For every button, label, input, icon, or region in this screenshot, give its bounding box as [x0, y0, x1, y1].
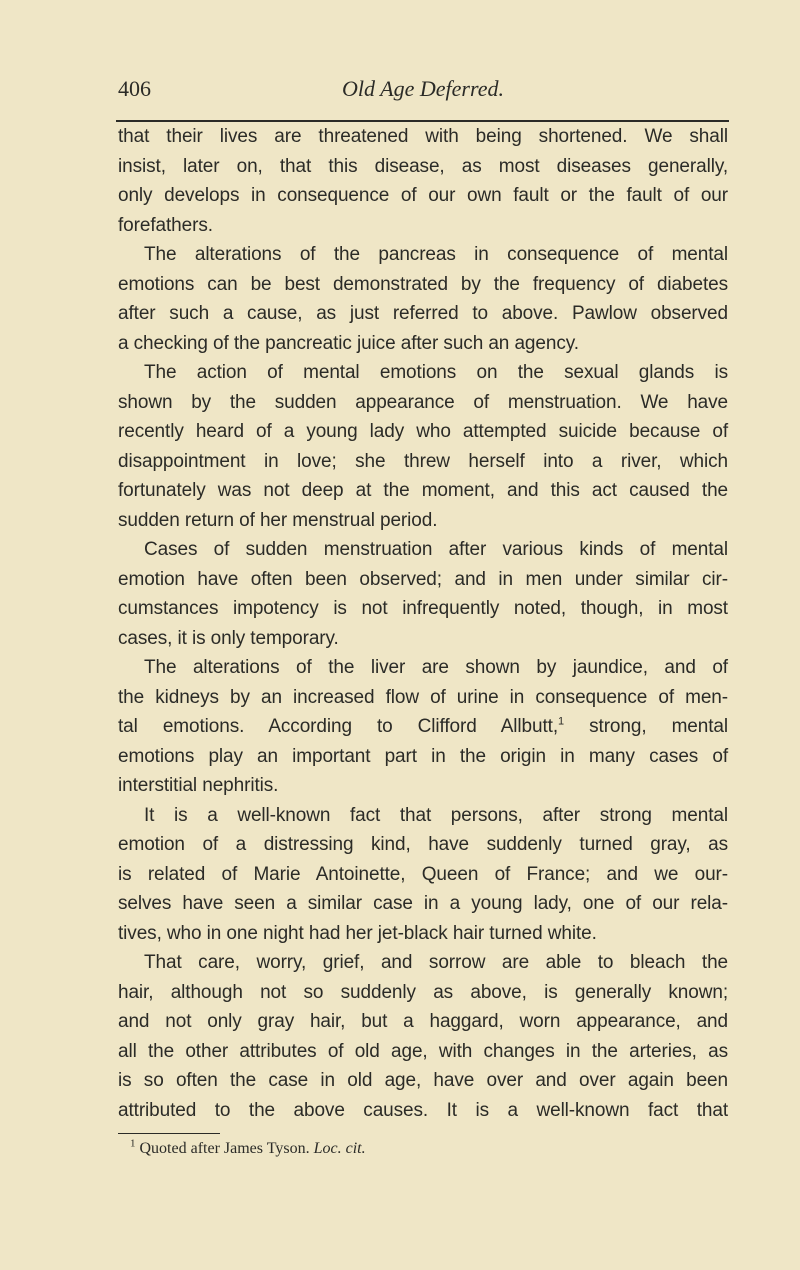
line-text: disappointment in love; she threw herself into a river, which: [118, 450, 728, 472]
line-text: The alterations of the pancreas in consequence of mental: [144, 244, 728, 265]
line-text: It is a well-known fact that persons, after strong mental: [144, 804, 728, 826]
line-text: interstitial nephritis.: [118, 775, 279, 796]
text-line: [118, 417, 728, 447]
line-text: is so often the case in old age, have over and over again been: [118, 1070, 728, 1091]
line-text: forefathers.: [118, 214, 213, 236]
text-line: [118, 211, 728, 241]
line-text: attributed to the above causes. It is a well-known fact that: [118, 1099, 728, 1121]
line-text: sudden return of her menstrual period.: [118, 509, 438, 531]
text-line: [118, 447, 728, 477]
text-line: [118, 299, 728, 329]
text-line: [118, 860, 728, 890]
text-line: [118, 830, 728, 860]
text-line: [118, 506, 728, 536]
text-line: [118, 978, 728, 1008]
text-line: [118, 565, 728, 595]
text-line: [118, 742, 728, 772]
line-text: hair, although not so suddenly as above, is generally known;: [118, 981, 728, 1003]
line-text: all the other attributes of old age, with changes in the arteries, as: [118, 1040, 728, 1062]
text-line: [118, 624, 728, 654]
text-line: [118, 889, 728, 919]
footnote-rule: [118, 1133, 220, 1134]
line-text: cases, it is only temporary.: [118, 627, 339, 649]
text-line: [118, 948, 728, 978]
line-text: The action of mental emotions on the sexual glands is: [144, 362, 728, 383]
footnote-ref: 1: [558, 715, 565, 728]
body-text: [118, 122, 728, 1125]
line-text: the kidneys by an increased flow of urine in consequence of men-: [118, 686, 728, 708]
line-text: and not only gray hair, but a haggard, worn appearance, and: [118, 1011, 728, 1032]
line-text: tal emotions. According to Clifford Allbutt,: [118, 716, 559, 737]
line-text: Cases of sudden menstruation after various kinds of mental: [144, 539, 728, 560]
text-line: [118, 329, 728, 359]
footnote-citation: Loc. cit.: [313, 1140, 366, 1157]
line-text: insist, later on, that this disease, as most diseases generally,: [118, 155, 728, 177]
line-text: emotion of a distressing kind, have suddenly turned gray, as: [118, 834, 728, 855]
line-text: shown by the sudden appearance of menstruation. We have: [118, 391, 728, 413]
text-line: [118, 771, 728, 801]
text-line: [118, 181, 728, 211]
text-line: [118, 1037, 728, 1067]
text-line: [118, 1096, 728, 1126]
text-line: [118, 712, 728, 742]
text-line: [118, 388, 728, 418]
line-text: cumstances impotency is not infrequently noted, though, in most: [118, 598, 728, 619]
text-line: [118, 594, 728, 624]
text-line: [118, 919, 728, 949]
footnote: [130, 1139, 366, 1159]
line-text: That care, worry, grief, and sorrow are able to bleach the: [144, 952, 728, 973]
text-line: [118, 358, 728, 388]
line-text: selves have seen a similar case in a young lady, one of our rela-: [118, 893, 728, 914]
text-line: [118, 270, 728, 300]
line-text: fortunately was not deep at the moment, and this act caused the: [118, 480, 728, 501]
line-text: is related of Marie Antoinette, Queen of France; and we our-: [118, 863, 728, 885]
text-line: [118, 240, 728, 270]
line-text: tives, who in one night had her jet-black hair turned white.: [118, 922, 597, 944]
line-text: that their lives are threatened with being shortened. We shall: [118, 126, 728, 147]
text-line: [118, 152, 728, 182]
text-line: [118, 1066, 728, 1096]
line-text: after such a cause, as just referred to above. Pawlow observed: [118, 303, 728, 324]
text-line: [118, 801, 728, 831]
text-line: [118, 683, 728, 713]
running-header: [118, 76, 728, 106]
line-text: emotions play an important part in the origin in many cases of: [118, 745, 728, 767]
footnote-marker: 1: [130, 1137, 136, 1150]
line-text: emotions can be best demonstrated by the frequency of diabetes: [118, 273, 728, 295]
line-text: recently heard of a young lady who attempted suicide because of: [118, 421, 728, 442]
line-text: strong, mental: [564, 716, 729, 737]
text-line: [118, 476, 728, 506]
line-text: only develops in consequence of our own fault or the fault of our: [118, 185, 728, 206]
text-line: [118, 122, 728, 152]
footnote-text: Quoted after James Tyson.: [139, 1140, 310, 1157]
line-text: a checking of the pancreatic juice after such an agency.: [118, 332, 579, 354]
page-number: 406: [118, 76, 151, 101]
line-text: emotion have often been observed; and in men under similar cir-: [118, 568, 728, 590]
text-line: [118, 653, 728, 683]
running-title: Old Age Deferred.: [342, 76, 504, 101]
text-line: [118, 535, 728, 565]
text-line: [118, 1007, 728, 1037]
line-text: The alterations of the liver are shown by jaundice, and of: [144, 657, 728, 678]
